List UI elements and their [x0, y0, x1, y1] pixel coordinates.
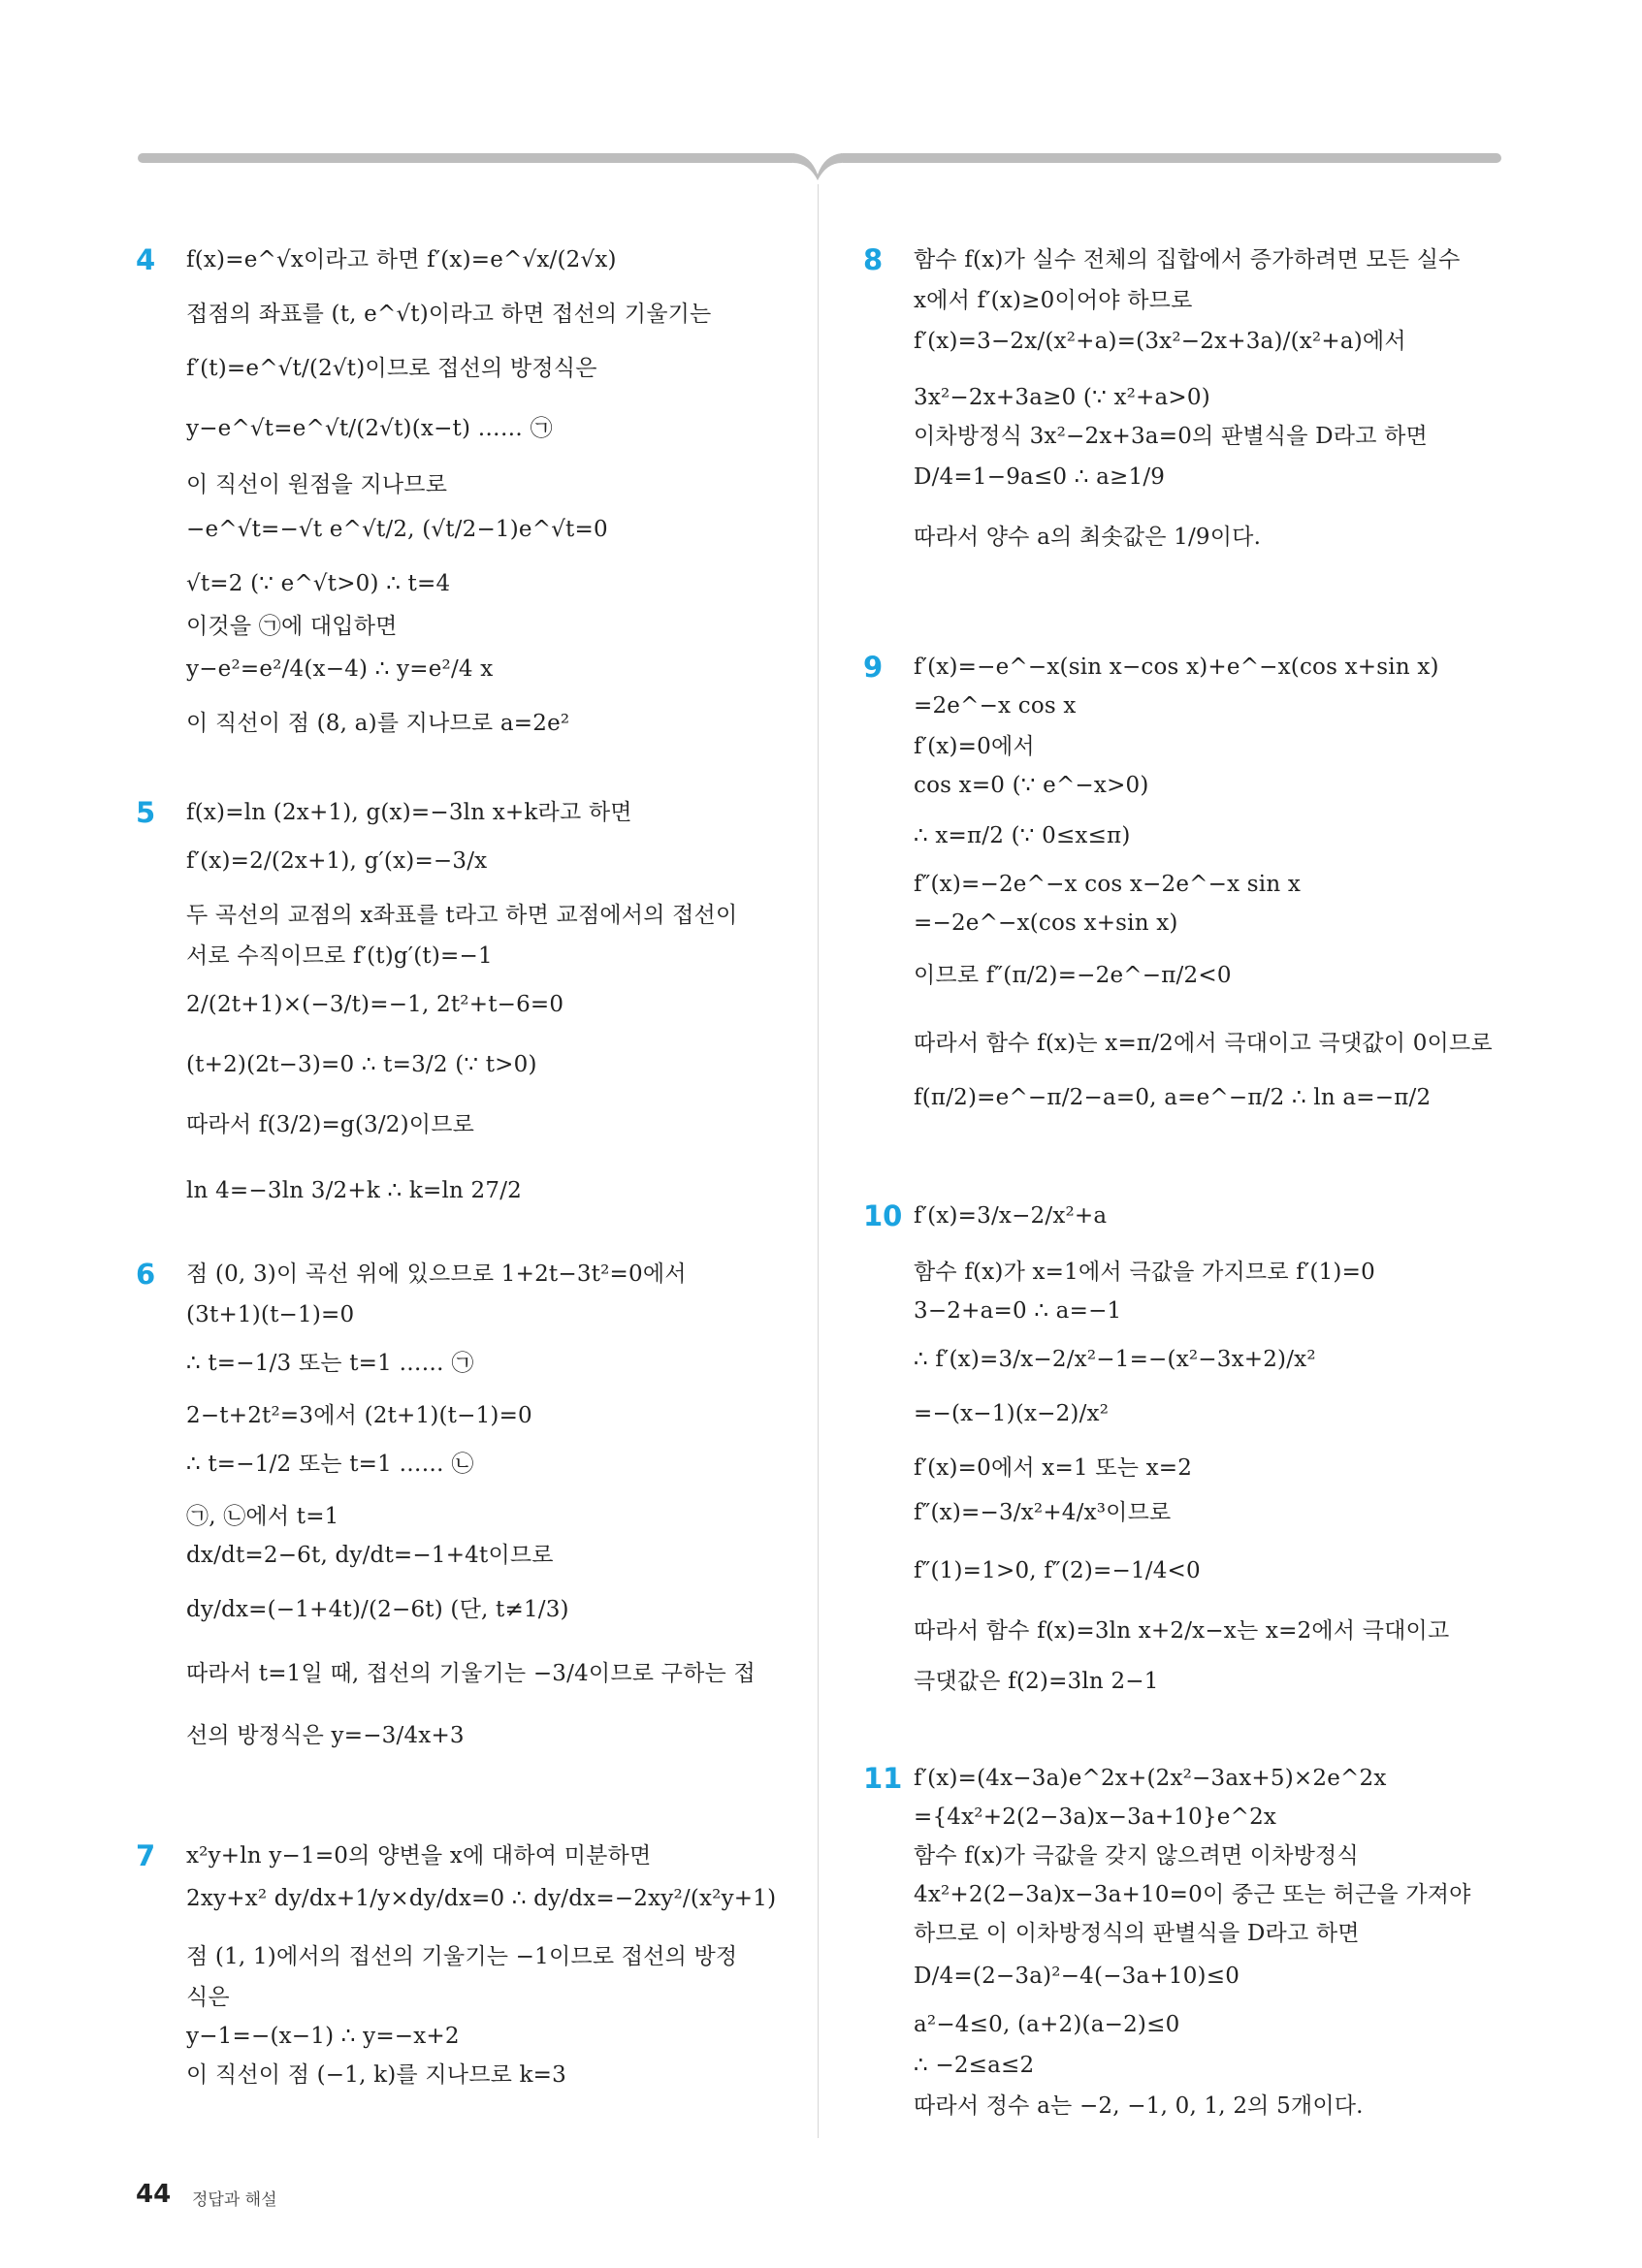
solution-line: 3−2+a=0 ∴ a=−1	[914, 1298, 1122, 1324]
solution-line: 2/(2t+1)×(−3/t)=−1, 2t²+t−6=0	[186, 992, 564, 1017]
problem-number: 8	[863, 243, 884, 276]
solution-line: 점 (1, 1)에서의 접선의 기울기는 −1이므로 접선의 방정	[186, 1944, 738, 1969]
solution-line: ln 4=−3ln 3/2+k ∴ k=ln 27/2	[186, 1178, 522, 1203]
footer-label: 정답과 해설	[192, 2190, 277, 2210]
solution-line: x에서 f′(x)≥0이어야 하므로	[914, 288, 1193, 313]
solution-line: =−2e^−x(cos x+sin x)	[914, 910, 1178, 936]
solution-line: 이것을 ㉠에 대입하면	[186, 614, 398, 639]
solution-line: ∴ t=−1/2 또는 t=1 …… ㉡	[186, 1452, 474, 1477]
solution-line: f(π/2)=e^−π/2−a=0, a=e^−π/2 ∴ ln a=−π/2	[914, 1085, 1432, 1110]
problem-5	[136, 793, 795, 1255]
solution-line: ㉠, ㉡에서 t=1	[186, 1504, 339, 1529]
solution-line: f′(x)=0에서 x=1 또는 x=2	[914, 1455, 1193, 1481]
solution-line: f′(x)=2/(2x+1), g′(x)=−3/x	[186, 848, 488, 874]
solution-line: f(x)=e^√x이라고 하면 f′(x)=e^√x/(2√x)	[186, 247, 617, 272]
solution-line: 3x²−2x+3a≥0 (∵ x²+a>0)	[914, 385, 1210, 410]
solution-line: ∴ −2≤a≤2	[914, 2053, 1035, 2078]
column-divider	[818, 184, 819, 2138]
solution-line: 이 직선이 점 (8, a)를 지나므로 a=2e²	[186, 711, 570, 736]
problem-9	[863, 648, 1513, 1197]
solution-line: f′(x)=0에서	[914, 734, 1035, 759]
solution-line: dx/dt=2−6t, dy/dt=−1+4t이므로	[186, 1543, 554, 1568]
solution-line: ∴ f′(x)=3/x−2/x²−1=−(x²−3x+2)/x²	[914, 1347, 1316, 1372]
solution-line: ∴ x=π/2 (∵ 0≤x≤π)	[914, 823, 1131, 848]
solution-line: f′(t)=e^√t/(2√t)이므로 접선의 방정식은	[186, 356, 597, 381]
solution-line: 이차방정식 3x²−2x+3a=0의 판별식을 D라고 하면	[914, 424, 1428, 449]
problem-4	[136, 240, 795, 793]
solution-line: 이므로 f″(π/2)=−2e^−π/2<0	[914, 963, 1232, 988]
solution-line: f′(x)=3−2x/(x²+a)=(3x²−2x+3a)/(x²+a)에서	[914, 329, 1406, 354]
solution-line: f′(x)=3/x−2/x²+a	[914, 1203, 1108, 1229]
solution-line: −e^√t=−√t e^√t/2, (√t/2−1)e^√t=0	[186, 517, 608, 542]
solution-line: 2xy+x² dy/dx+1/y×dy/dx=0 ∴ dy/dx=−2xy²/(x²y+1)	[186, 1886, 777, 1911]
solution-line: (t+2)(2t−3)=0 ∴ t=3/2 (∵ t>0)	[186, 1052, 537, 1077]
header-bar-right	[838, 153, 1501, 163]
problem-number: 10	[863, 1199, 903, 1232]
solution-line: 이 직선이 점 (−1, k)를 지나므로 k=3	[186, 2062, 566, 2088]
solution-line: 2−t+2t²=3에서 (2t+1)(t−1)=0	[186, 1403, 532, 1428]
solution-line: 두 곡선의 교점의 x좌표를 t라고 하면 교점에서의 접선이	[186, 903, 738, 928]
problem-10	[863, 1197, 1513, 1759]
solution-line: √t=2 (∵ e^√t>0) ∴ t=4	[186, 571, 451, 596]
problem-number: 9	[863, 651, 884, 684]
solution-line: 극댓값은 f(2)=3ln 2−1	[914, 1669, 1159, 1694]
solution-line: 식은	[186, 1985, 230, 2010]
solution-line: ∴ t=−1/3 또는 t=1 …… ㉠	[186, 1351, 474, 1376]
solution-line: 점 (0, 3)이 곡선 위에 있으므로 1+2t−3t²=0에서	[186, 1262, 687, 1287]
page-number: 44	[136, 2180, 172, 2209]
solution-line: 따라서 f(3/2)=g(3/2)이므로	[186, 1112, 475, 1137]
solution-line: 함수 f(x)가 실수 전체의 집합에서 증가하려면 모든 실수	[914, 247, 1461, 272]
problem-8	[863, 240, 1513, 648]
right-column	[863, 240, 1513, 2125]
solution-line: f″(x)=−2e^−x cos x−2e^−x sin x	[914, 872, 1302, 897]
solution-line: 따라서 양수 a의 최솟값은 1/9이다.	[914, 525, 1262, 550]
solution-line: D/4=(2−3a)²−4(−3a+10)≤0	[914, 1964, 1240, 1989]
solution-line: cos x=0 (∵ e^−x>0)	[914, 773, 1149, 798]
solution-line: 따라서 정수 a는 −2, −1, 0, 1, 2의 5개이다.	[914, 2093, 1364, 2119]
problem-7	[136, 1837, 795, 2094]
solution-line: y−1=−(x−1) ∴ y=−x+2	[186, 2024, 460, 2049]
solution-line: =2e^−x cos x	[914, 693, 1077, 719]
solution-line: D/4=1−9a≤0 ∴ a≥1/9	[914, 464, 1166, 490]
problem-6	[136, 1255, 795, 1837]
solution-line: 접점의 좌표를 (t, e^√t)이라고 하면 접선의 기울기는	[186, 302, 712, 327]
solution-line: 4x²+2(2−3a)x−3a+10=0이 중근 또는 허근을 가져야	[914, 1882, 1471, 1907]
problem-number: 5	[136, 796, 156, 829]
header-bar-left	[138, 153, 797, 163]
solution-line: f′(x)=(4x−3a)e^2x+(2x²−3ax+5)×2e^2x	[914, 1766, 1387, 1791]
solution-line: f′(x)=−e^−x(sin x−cos x)+e^−x(cos x+sin x)	[914, 655, 1439, 680]
solution-line: 따라서 함수 f(x)는 x=π/2에서 극대이고 극댓값이 0이므로	[914, 1031, 1493, 1056]
solution-line: y−e²=e²/4(x−4) ∴ y=e²/4 x	[186, 656, 494, 682]
solution-line: x²y+ln y−1=0의 양변을 x에 대하여 미분하면	[186, 1843, 652, 1869]
solution-line: 하므로 이 이차방정식의 판별식을 D라고 하면	[914, 1921, 1360, 1946]
solution-line: 선의 방정식은 y=−3/4x+3	[186, 1723, 465, 1748]
solution-line: a²−4≤0, (a+2)(a−2)≤0	[914, 2012, 1180, 2037]
solution-line: 따라서 t=1일 때, 접선의 기울기는 −3/4이므로 구하는 접	[186, 1661, 756, 1686]
solution-line: 함수 f(x)가 x=1에서 극값을 가지므로 f′(1)=0	[914, 1260, 1375, 1285]
solution-line: f″(x)=−3/x²+4/x³이므로	[914, 1500, 1172, 1525]
problem-number: 6	[136, 1258, 156, 1291]
problem-number: 11	[863, 1762, 903, 1795]
solution-line: f″(1)=1>0, f″(2)=−1/4<0	[914, 1558, 1201, 1583]
solution-line: 따라서 함수 f(x)=3ln x+2/x−x는 x=2에서 극대이고	[914, 1618, 1450, 1644]
problem-number: 4	[136, 243, 156, 276]
solution-line: f(x)=ln (2x+1), g(x)=−3ln x+k라고 하면	[186, 800, 632, 825]
solution-line: dy/dx=(−1+4t)/(2−6t) (단, t≠1/3)	[186, 1597, 569, 1622]
solution-line: ={4x²+2(2−3a)x−3a+10}e^2x	[914, 1805, 1277, 1830]
left-column	[136, 240, 795, 2094]
problem-11	[863, 1759, 1513, 2125]
solution-line: 함수 f(x)가 극값을 갖지 않으려면 이차방정식	[914, 1843, 1359, 1869]
solution-line: (3t+1)(t−1)=0	[186, 1302, 355, 1327]
solution-line: 서로 수직이므로 f′(t)g′(t)=−1	[186, 943, 493, 969]
problem-number: 7	[136, 1839, 156, 1872]
header-notch	[793, 145, 842, 180]
solution-line: 이 직선이 원점을 지나므로	[186, 472, 448, 497]
solution-line: y−e^√t=e^√t/(2√t)(x−t) …… ㉠	[186, 416, 553, 441]
solution-line: =−(x−1)(x−2)/x²	[914, 1401, 1110, 1426]
